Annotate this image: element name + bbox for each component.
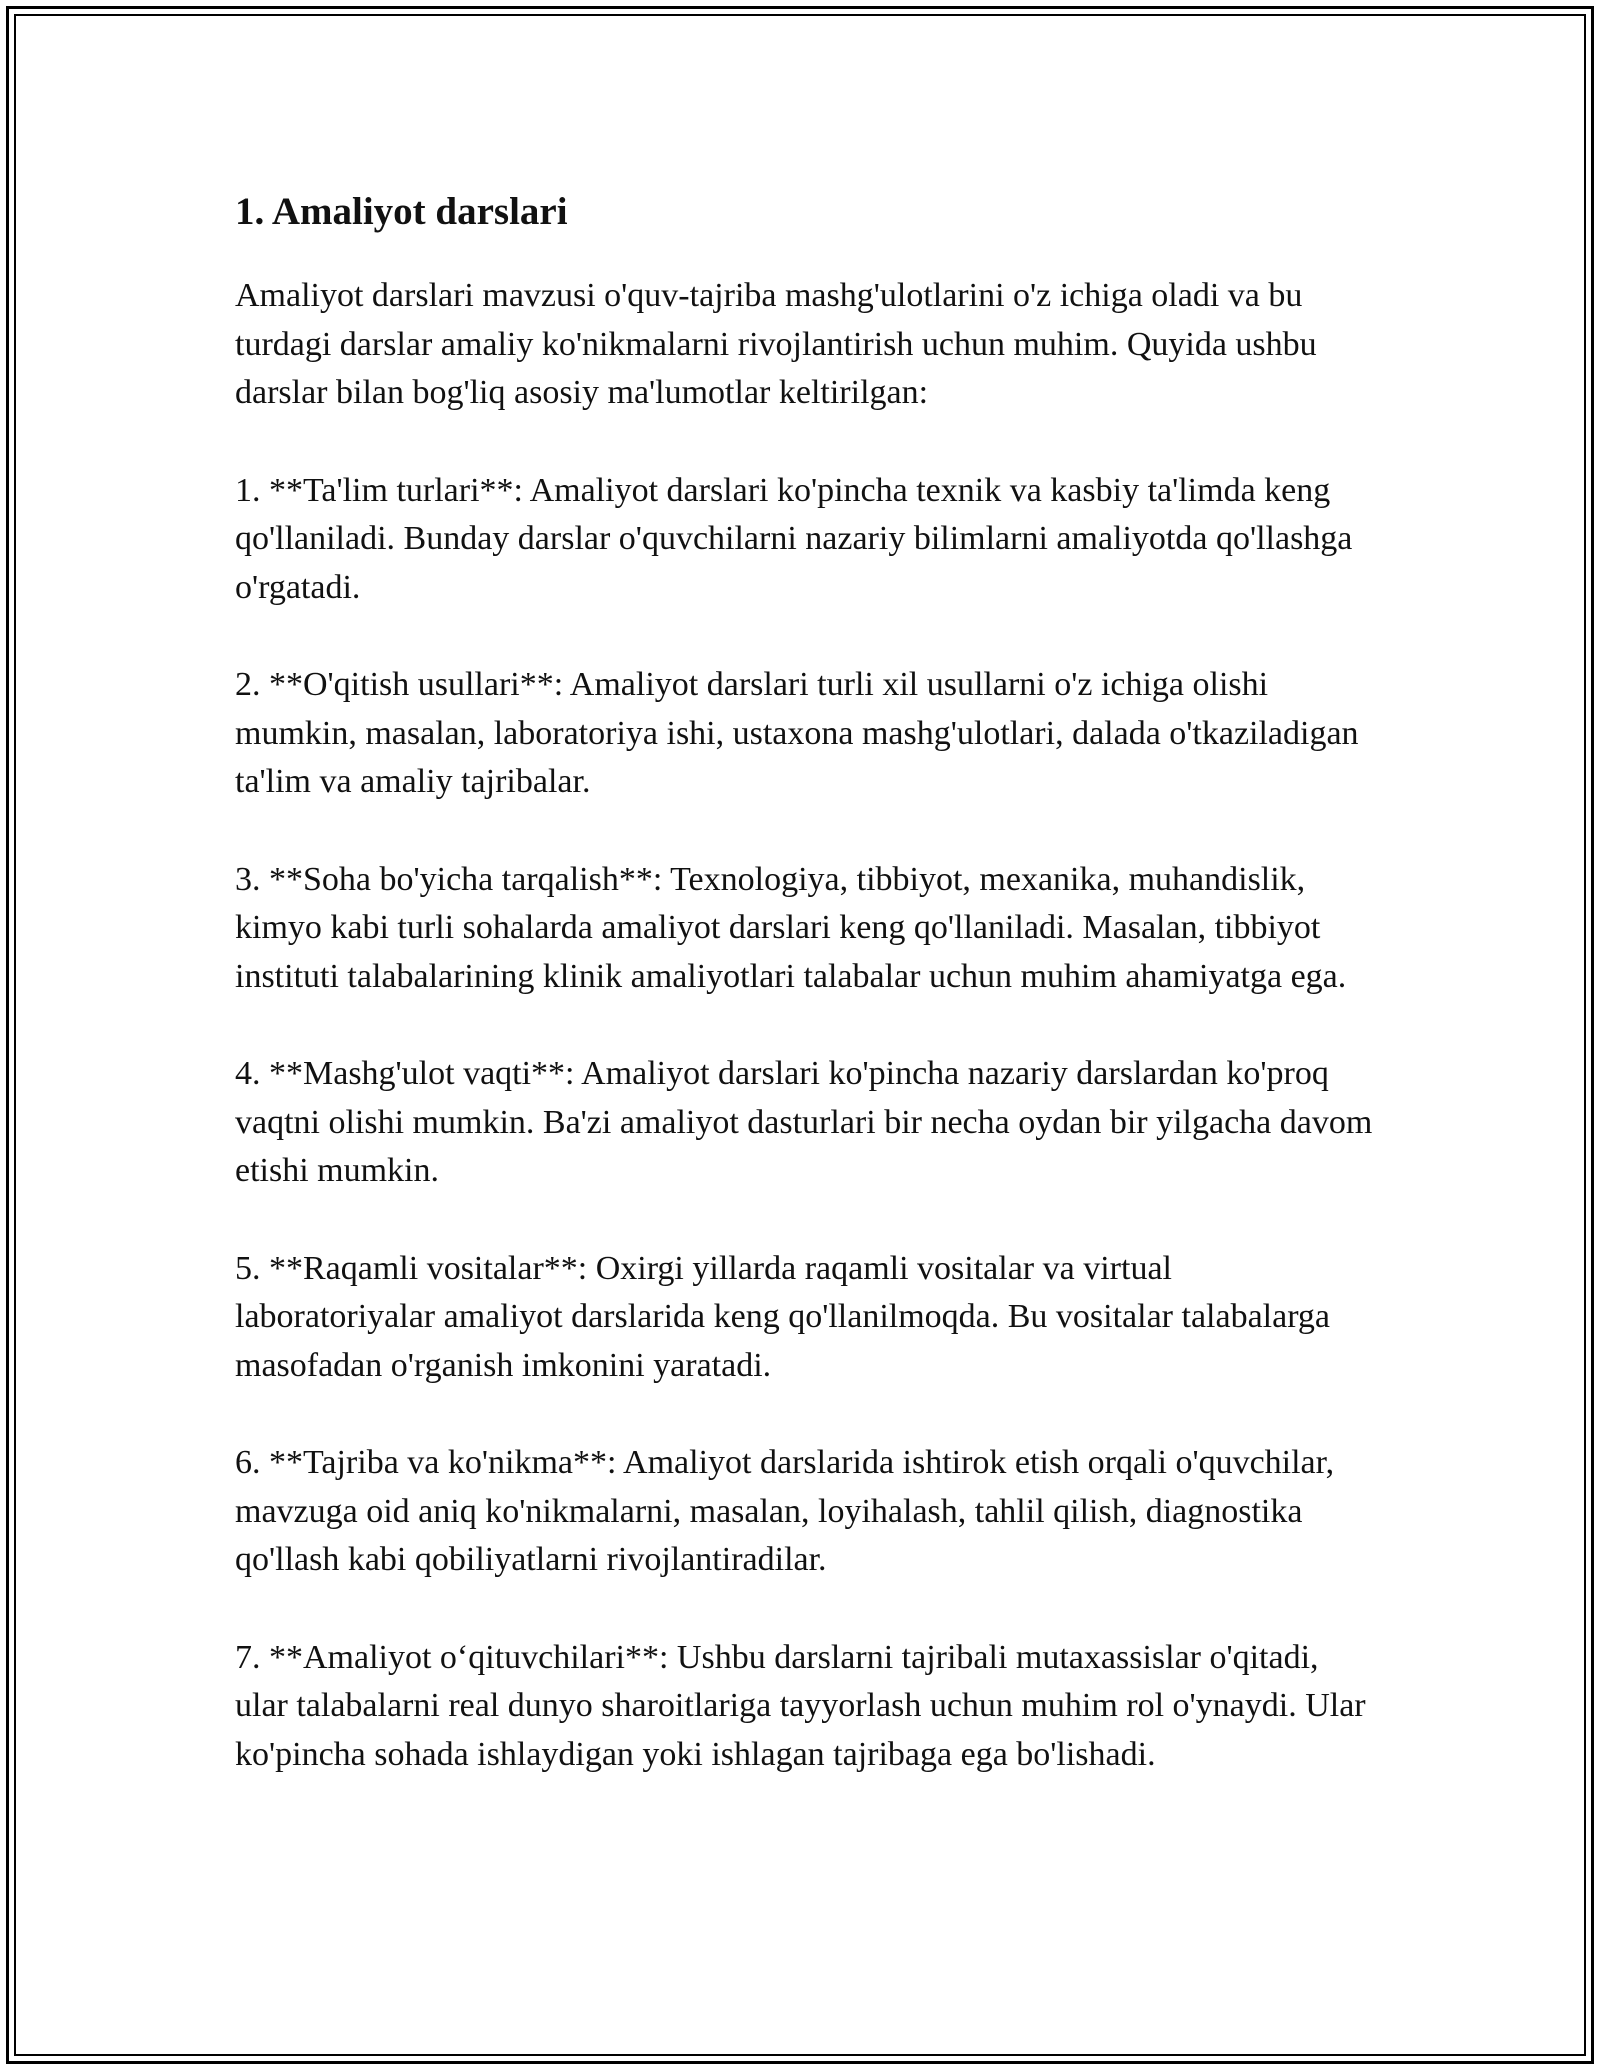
list-item-2: 2. **O'qitish usullari**: Amaliyot darslari turli xil usullarni o'z ichiga olishi mumkin, masalan, laboratoriya ishi, ustaxona mashg'ulotlari, dalada o'tkaziladigan ta'lim va amaliy tajribalar. (235, 666, 1359, 800)
intro-paragraph: Amaliyot darslari mavzusi o'quv-tajriba mashg'ulotlarini o'z ichiga oladi va bu turdagi darslar amaliy ko'nikmalarni rivojlantirish uchun muhim. Quyida ushbu darslar bilan bog'liq asosiy ma'lumotlar keltirilgan: (235, 277, 1317, 411)
list-item-6: 6. **Tajriba va ko'nikma**: Amaliyot darslarida ishtirok etish orqali o'quvchilar, mavzuga oid aniq ko'nikmalarni, masalan, loyihalash, tahlil qilish, diagnostika qo'llash kabi qobiliyatlarni rivojlantiradilar. (235, 1444, 1335, 1578)
list-item-1: 1. **Ta'lim turlari**: Amaliyot darslari ko'pincha texnik va kasbiy ta'limda keng qo'llaniladi. Bunday darslar o'quvchilarni nazariy bilimlarni amaliyotda qo'llashga o'rgatadi. (235, 471, 1353, 606)
document-body (235, 184, 1375, 1828)
list-item-3: 3. **Soha bo'yicha tarqalish**: Texnologiya, tibbiyot, mexanika, muhandislik, kimyo kabi turli sohalarda amaliyot darslari keng qo'llaniladi. Masalan, tibbiyot instituti talabalarining klinik amaliyotlari talabalar uchun muhim ahamiyatga ega. (235, 860, 1347, 995)
list-item-4: 4. **Mashg'ulot vaqti**: Amaliyot darslari ko'pincha nazariy darslardan ko'proq vaqtni olishi mumkin. Ba'zi amaliyot dasturlari bir necha oydan bir yilgacha davom etishi mumkin. (235, 1055, 1373, 1189)
document-title: 1. Amaliyot darslari (235, 190, 568, 233)
list-item-7: 7. **Amaliyot o‘qituvchilari**: Ushbu darslarni tajribali mutaxassislar o'qitadi, ular talabalarni real dunyo sharoitlariga tayyorlash uchun muhim rol o'ynaydi. Ular ko'pincha sohada ishlaydigan yoki ishlagan tajribaga ega bo'lishadi. (235, 1638, 1366, 1773)
list-item-5: 5. **Raqamli vositalar**: Oxirgi yillarda raqamli vositalar va virtual laboratoriyalar amaliyot darslarida keng qo'llanilmoqda. Bu vositalar talabalarga masofadan o'rganish imkonini yaratadi. (235, 1249, 1331, 1384)
